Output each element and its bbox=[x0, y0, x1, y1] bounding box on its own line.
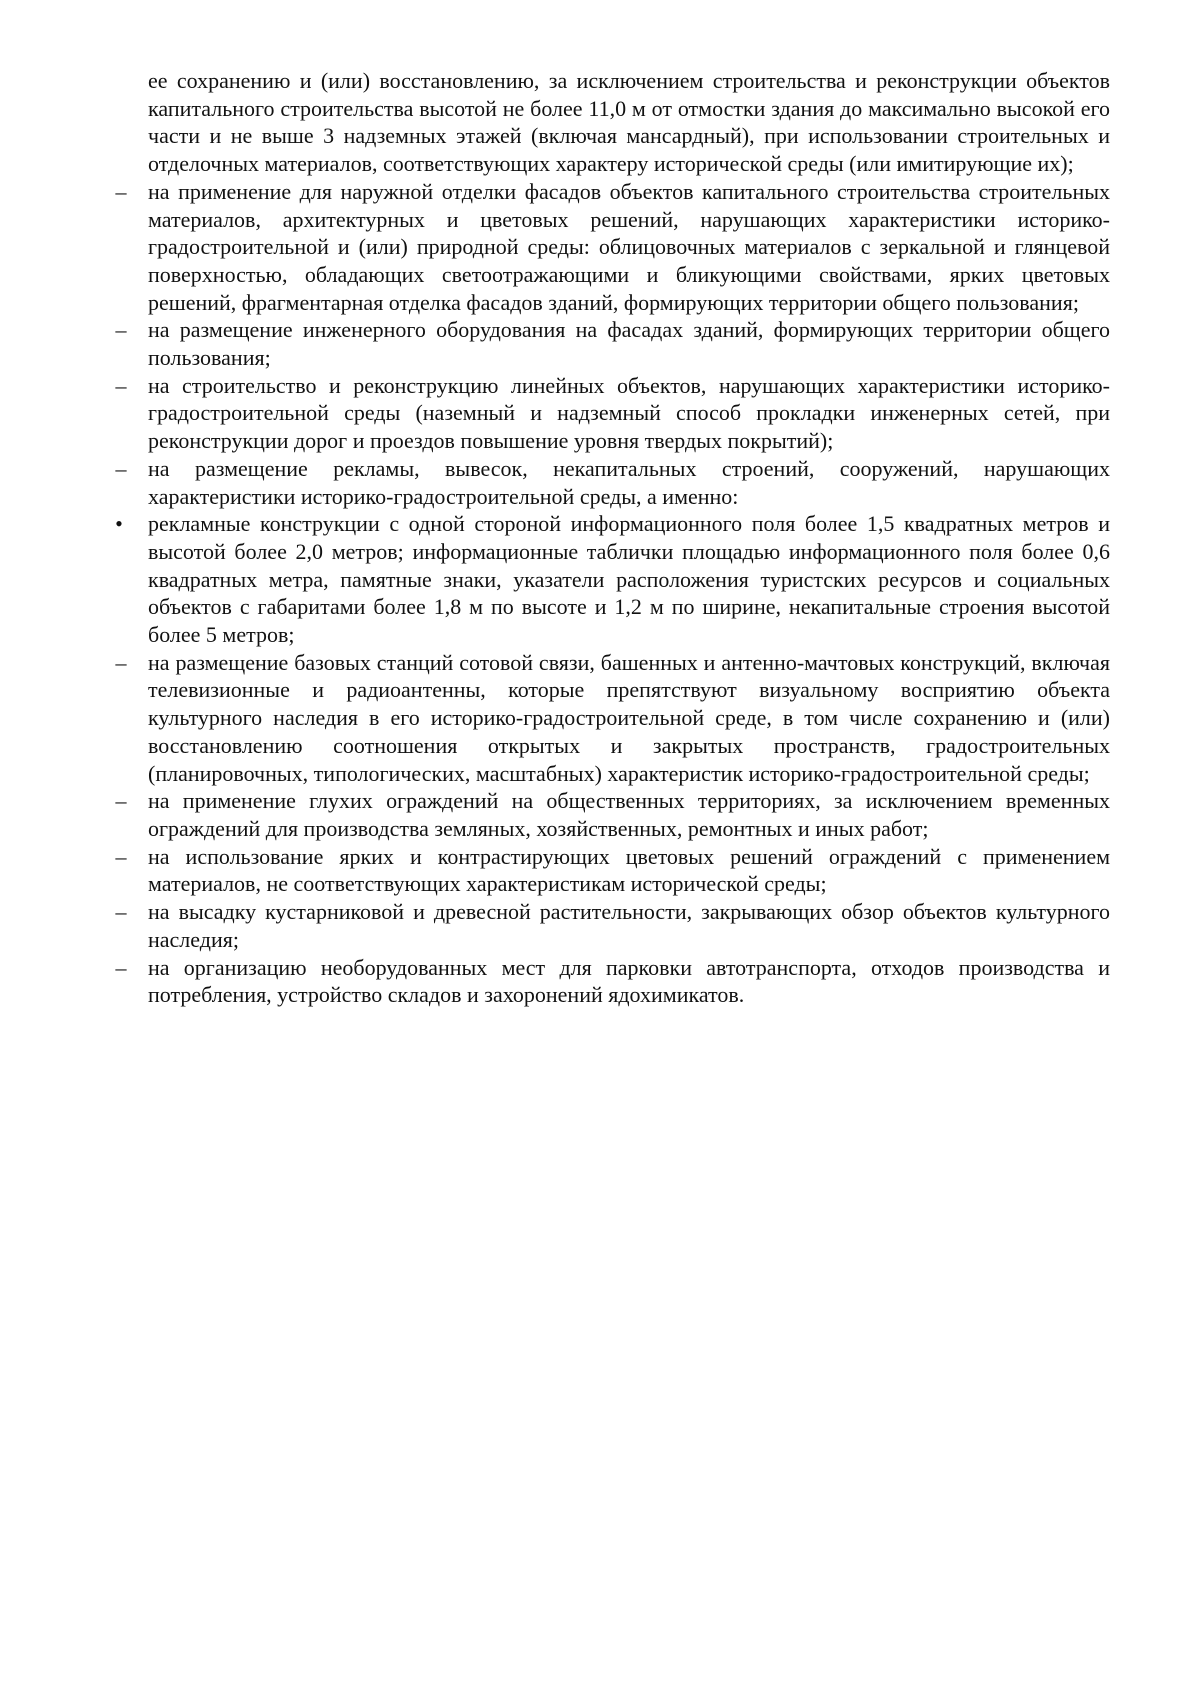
list-item bbox=[115, 316, 1110, 371]
list-item-text: на размещение базовых станций сотовой связи, башенных и антенно-мачтовых конструкций, включая телевизионные и радиоантенны, которые препятствуют визуальному восприятию объекта культурного наследия в его историко-градостроительной среде, в том числе сохранению и (или) восстановлению соотношения открытых и закрытых пространств, градостроительных (планировочных, типологических, масштабных) характеристик историко-градостроительной среды; bbox=[148, 649, 1110, 786]
dash-marker: – bbox=[115, 455, 127, 481]
list-item-text: рекламные конструкции с одной стороной информационного поля более 1,5 квадратных метров и высотой более 2,0 метров; информационные таблички площадью информационного поля более 0,6 квадратных метра, памятные знаки, указатели расположения туристских ресурсов и социальных объектов с габаритами более 1,8 м по высоте и 1,2 м по ширине, некапитальные строения высотой более 5 метров; bbox=[148, 511, 1110, 648]
dash-marker: – bbox=[115, 899, 127, 925]
dash-marker: – bbox=[115, 317, 127, 343]
list-item bbox=[115, 787, 1110, 842]
dash-marker: – bbox=[115, 843, 127, 869]
list-item-text: на организацию необорудованных мест для парковки автотранспорта, отходов производства и потребления, устройство складов и захоронений ядохимикатов. bbox=[148, 954, 1110, 1008]
list-item bbox=[115, 843, 1110, 898]
list-item bbox=[115, 649, 1110, 788]
list-item-text: на размещение инженерного оборудования на фасадах зданий, формирующих территории общего пользования; bbox=[148, 317, 1110, 371]
dash-marker: – bbox=[115, 178, 127, 204]
list-item-text: на размещение рекламы, вывесок, некапитальных строений, сооружений, нарушающих характеристики историко-градостроительной среды, а именно: bbox=[148, 455, 1110, 509]
list-item bbox=[115, 510, 1110, 649]
list-item-text: на строительство и реконструкцию линейных объектов, нарушающих характеристики историко-градостроительной среды (наземный и надземный способ прокладки инженерных сетей, при реконструкции дорог и проездов повышение уровня твердых покрытий); bbox=[148, 372, 1110, 454]
list-item bbox=[115, 898, 1110, 953]
list-item-text: на применение глухих ограждений на общественных территориях, за исключением временных ограждений для производства земляных, хозяйственных, ремонтных и иных работ; bbox=[148, 788, 1110, 841]
list-item-text: на высадку кустарниковой и древесной растительности, закрывающих обзор объектов культурного наследия; bbox=[148, 899, 1110, 952]
dash-marker: – bbox=[115, 788, 127, 814]
dash-marker: – bbox=[115, 649, 127, 675]
bullet-marker: • bbox=[115, 511, 123, 537]
dash-marker: – bbox=[115, 372, 127, 398]
list-item-text: на применение для наружной отделки фасадов объектов капитального строительства строительных материалов, архитектурных и цветовых решений, нарушающих характеристики историко-градостроительной и (или) природной среды: облицовочных материалов с зеркальной и глянцевой поверхностью, обладающих светоотражающими и бликующими свойствами, ярких цветовых решений, фрагментарная отделка фасадов зданий, формирующих территории общего пользования; bbox=[148, 178, 1110, 315]
intro-paragraph: ее сохранению и (или) восстановлению, за исключением строительства и реконструкции объектов капитального строительства высотой не более 11,0 м от отмостки здания до максимально высокой его части и не выше 3 надземных этажей (включая мансардный), при использовании строительных и отделочных материалов, соответствующих характеру исторической среды (или имитирующие их); bbox=[148, 68, 1110, 177]
list-item bbox=[115, 455, 1110, 510]
document-body bbox=[115, 67, 1110, 1009]
dash-marker: – bbox=[115, 954, 127, 980]
list-item bbox=[115, 372, 1110, 455]
list-item bbox=[115, 178, 1110, 317]
list-item bbox=[115, 954, 1110, 1009]
list-item-text: на использование ярких и контрастирующих цветовых решений ограждений с применением материалов, не соответствующих характеристикам исторической среды; bbox=[148, 843, 1110, 897]
